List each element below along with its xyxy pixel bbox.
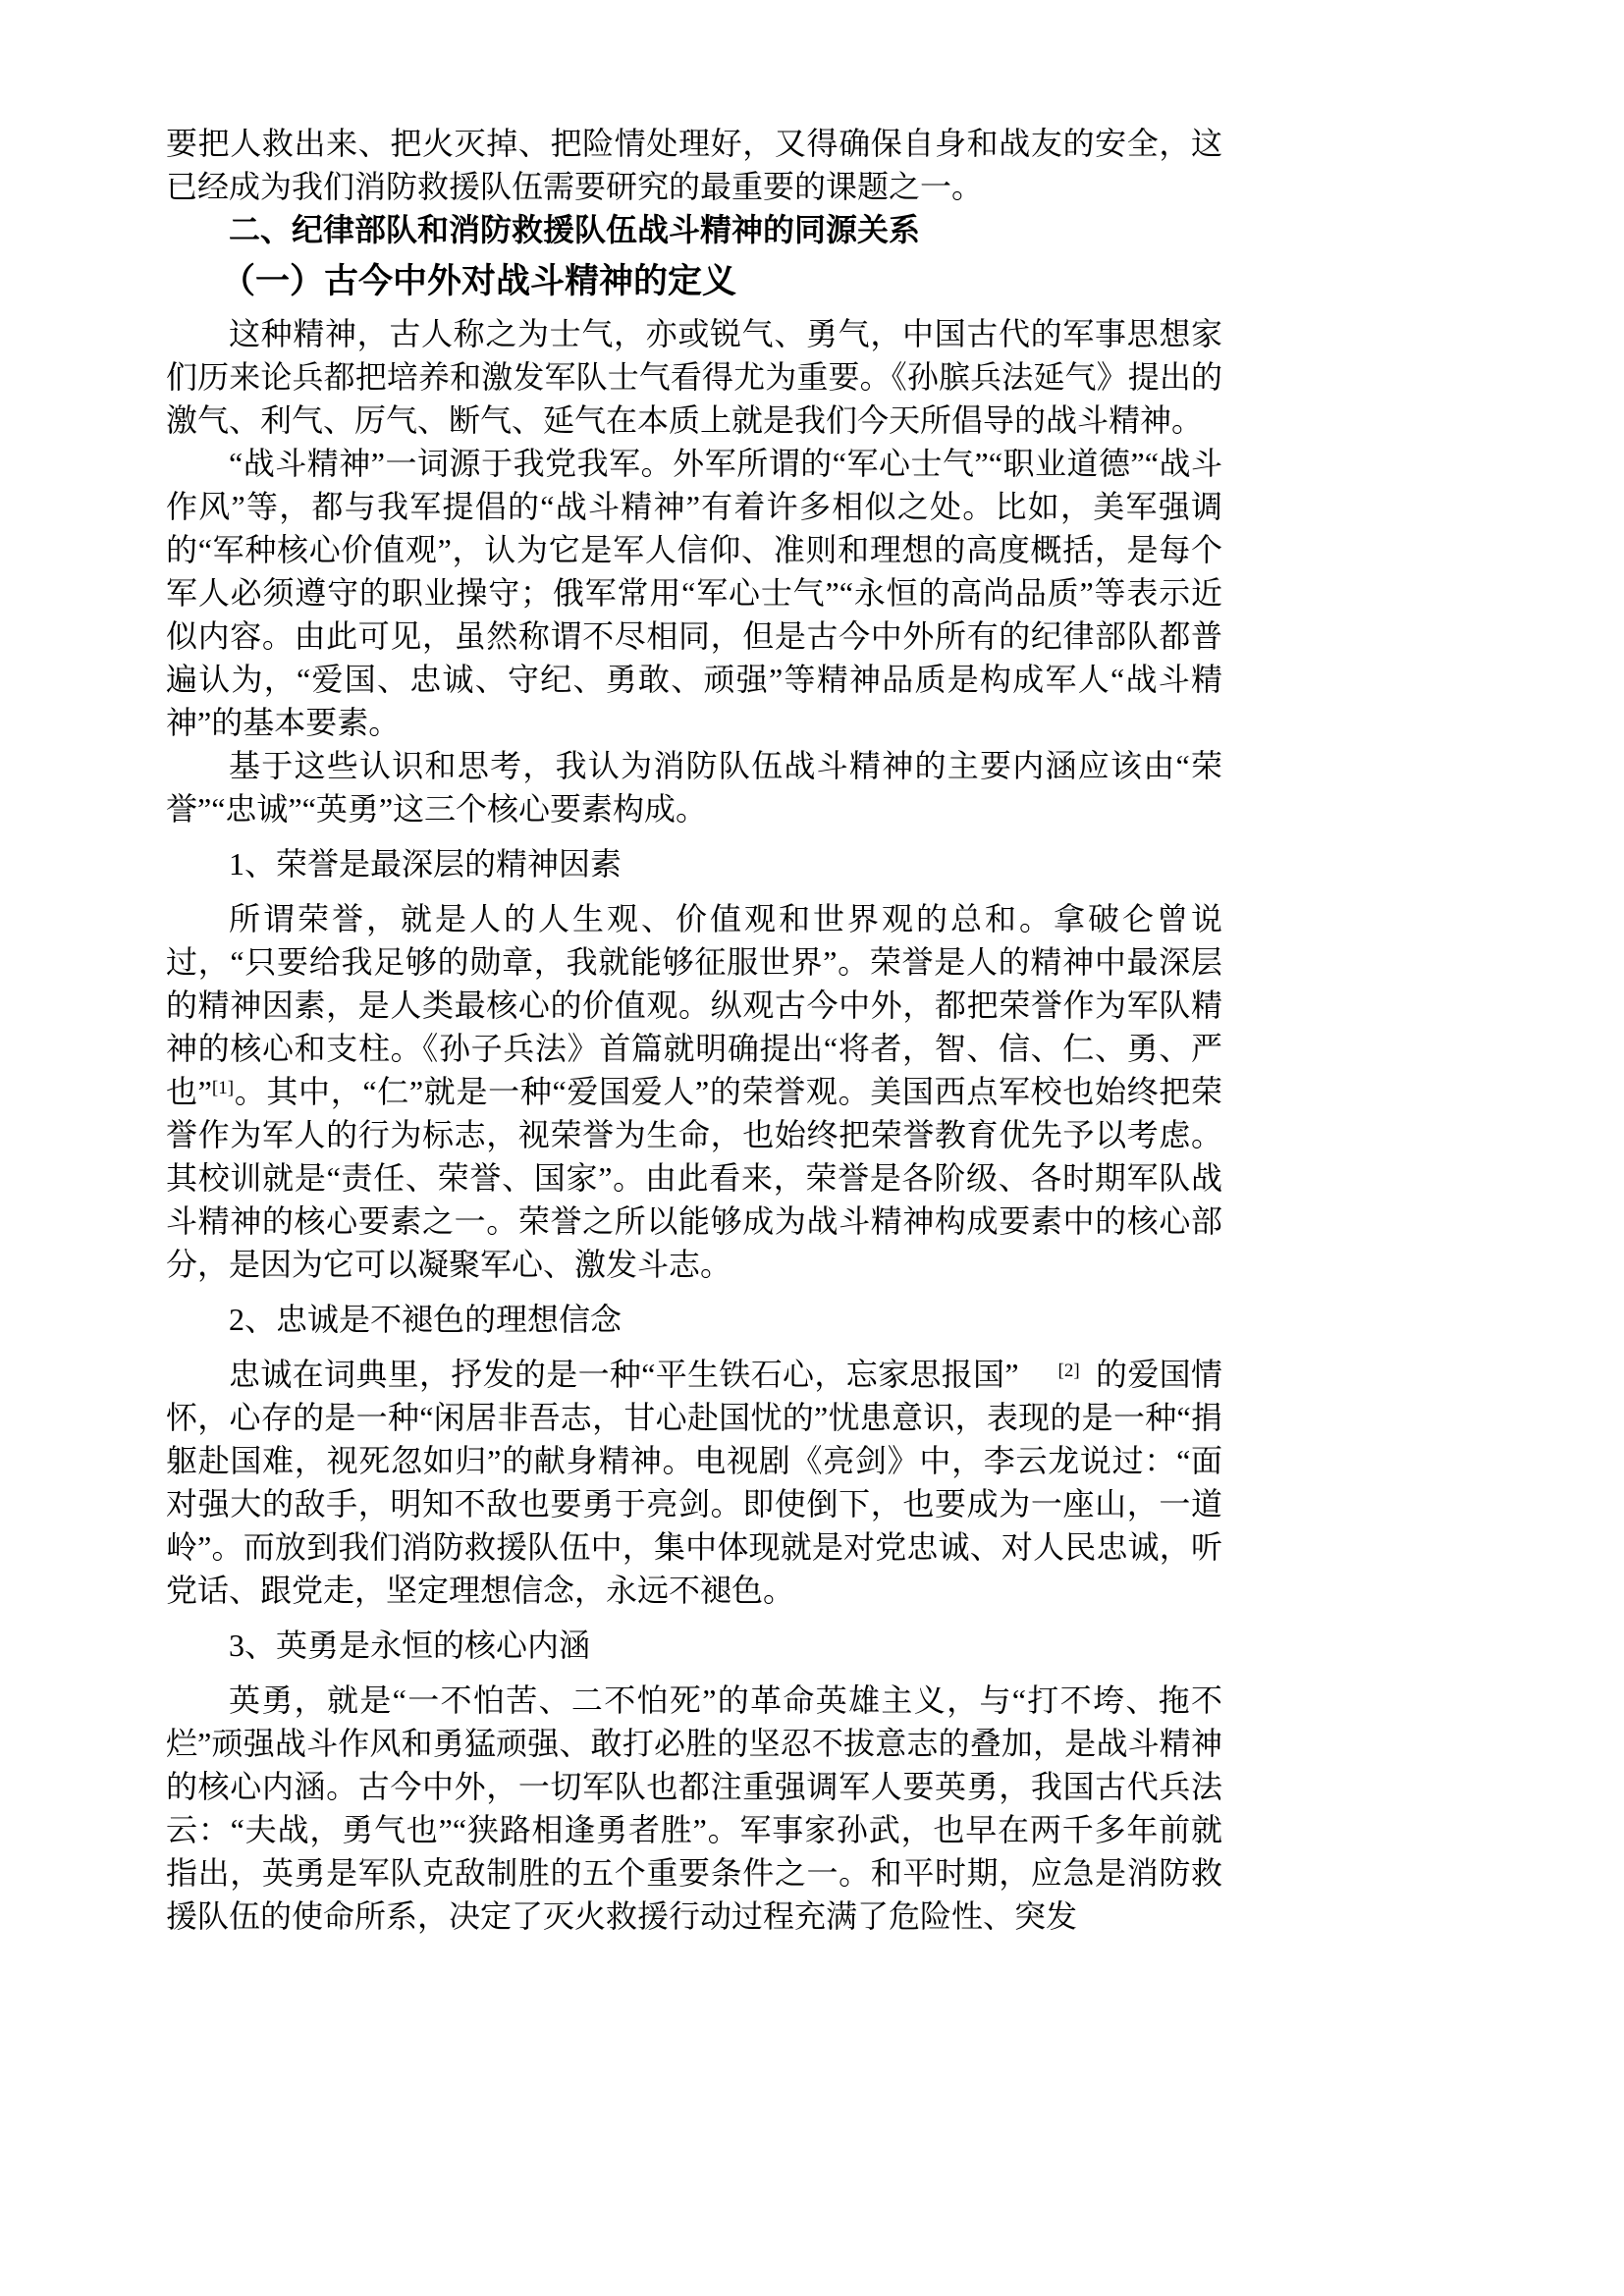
intro-continuation-paragraph: 要把人救出来、把火灭掉、把险情处理好，又得确保自身和战友的安全，这已经成为我们消防救援队伍需要研究的最重要的课题之一。	[166, 126, 1222, 204]
paragraph-honor-text-2: 。其中，“仁”就是一种“爱国爱人”的荣誉观。美国西点军校也始终把荣誉作为军人的行为标志，视荣誉为生命，也始终把荣誉教育优先予以考虑。其校训就是“责任、荣誉、国家”。由此看来，荣誉是各阶级、各时期军队战斗精神的核心要素之一。荣誉之所以能够成为战斗精神构成要素中的核心部分，是因为它可以凝聚军心、激发斗志。	[166, 1074, 1222, 1282]
section-heading: 二、纪律部队和消防救援队伍战斗精神的同源关系	[229, 212, 921, 247]
item-heading-honor: 1、荣誉是最深层的精神因素	[229, 846, 623, 881]
paragraph-spirit-origin: “战斗精神”一词源于我党我军。外军所谓的“军心士气”“职业道德”“战斗作风”等，都与我军提倡的“战斗精神”有着许多相似之处。比如，美军强调的“军种核心价值观”，认为它是军人信仰、准则和理想的高度概括，是每个军人必须遵守的职业操守；俄军常用“军心士气”“永恒的高尚品质”等表示近似内容。由此可见，虽然称谓不尽相同，但是古今中外所有的纪律部队都普遍认为，“爱国、忠诚、守纪、勇敢、顽强”等精神品质是构成军人“战斗精神”的基本要素。	[166, 446, 1222, 740]
paragraph-honor	[166, 897, 1222, 1286]
paragraph-loyalty	[166, 1353, 1222, 1612]
item-heading-loyalty: 2、忠诚是不褪色的理想信念	[229, 1302, 623, 1337]
paragraph-spirit-definition: 这种精神，古人称之为士气，亦或锐气、勇气，中国古代的军事思想家们历来论兵都把培养和激发军队士气看得尤为重要。《孙膑兵法延气》提出的激气、利气、厉气、断气、延气在本质上就是我们今天所倡导的战斗精神。	[166, 316, 1222, 438]
paragraph-honor-text-1: 所谓荣誉，就是人的人生观、价值观和世界观的总和。拿破仑曾说过，“只要给我足够的勋章，我就能够征服世界”。荣誉是人的精神中最深层的精神因素，是人类最核心的价值观。纵观古今中外，都把荣誉作为军队精神的核心和支柱。《孙子兵法》首篇就明确提出“将者，智、信、仁、勇、严也”	[166, 901, 1222, 1109]
paragraph-loyalty-text-1: 忠诚在词典里，抒发的是一种“平生铁石心，忘家思报国”	[229, 1357, 1019, 1392]
footnote-ref-1: [1]	[211, 1078, 235, 1098]
paragraph-three-core-elements: 基于这些认识和思考，我认为消防队伍战斗精神的主要内涵应该由“荣誉”“忠诚”“英勇”这三个核心要素构成。	[166, 748, 1222, 827]
footnote-ref-2: [2]	[1057, 1361, 1080, 1381]
paragraph-bravery: 英勇，就是“一不怕苦、二不怕死”的革命英雄主义，与“打不垮、拖不烂”顽强战斗作风和勇猛顽强、敢打必胜的坚忍不拔意志的叠加，是战斗精神的核心内涵。古今中外，一切军队也都注重强调军人要英勇，我国古代兵法云：“夫战，勇气也”“狭路相逢勇者胜”。军事家孙武，也早在两千多年前就指出，英勇是军队克敌制胜的五个重要条件之一。和平时期，应急是消防救援队伍的使命所系，决定了灭火救援行动过程充满了危险性、突发	[166, 1682, 1222, 1934]
subsection-heading: （一）古今中外对战斗精神的定义	[221, 262, 737, 300]
paragraph-loyalty-text-2: 的爱国情怀，心存的是一种“闲居非吾志，甘心赴国忧的”忧患意识，表现的是一种“捐躯赴国难，视死忽如归”的献身精神。电视剧《亮剑》中，李云龙说过：“面对强大的敌手，明知不敌也要勇于亮剑。即使倒下，也要成为一座山，一道岭”。而放到我们消防救援队伍中，集中体现就是对党忠诚、对人民忠诚，听党话、跟党走，坚定理想信念，永远不褪色。	[166, 1357, 1222, 1608]
item-heading-bravery: 3、英勇是永恒的核心内涵	[229, 1628, 591, 1663]
